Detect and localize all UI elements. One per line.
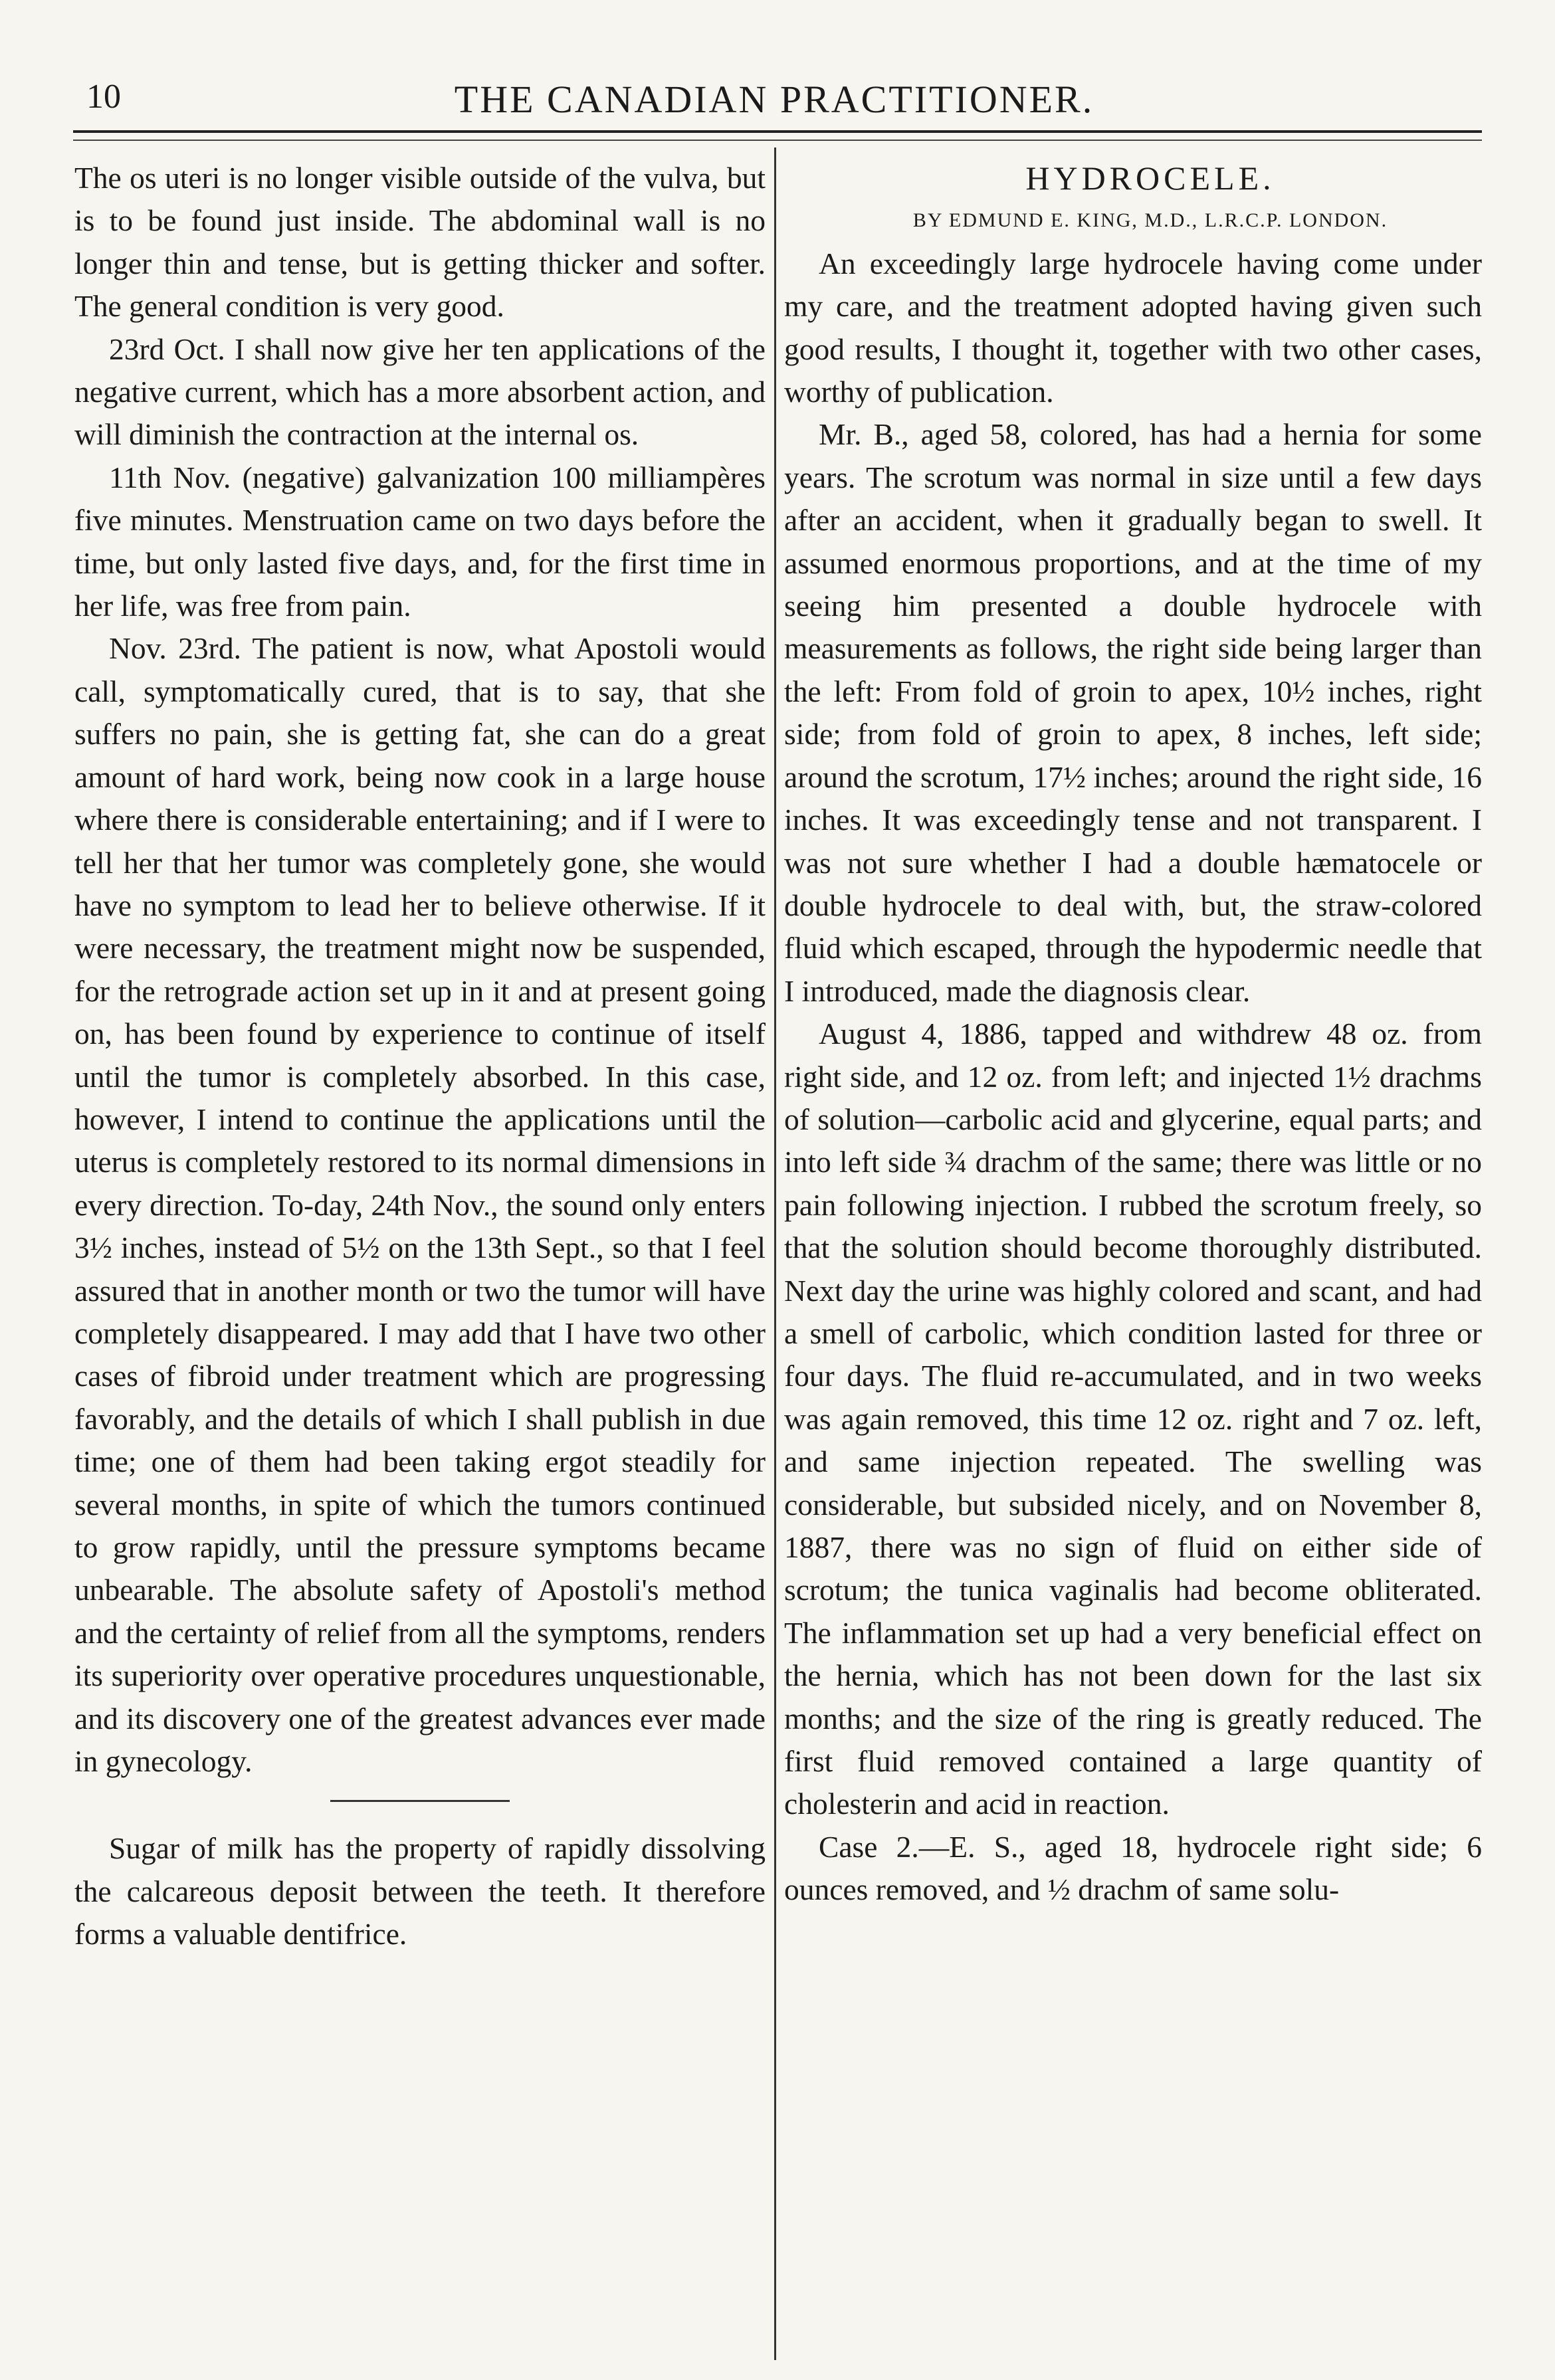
paragraph: An exceedingly large hydrocele having come under my care, and the treatment adopted having given such good results, I thought it, together with two other cases, worthy of publication. bbox=[784, 246, 1482, 409]
right-column bbox=[784, 157, 1482, 1912]
page-header bbox=[73, 69, 1475, 136]
header-rule bbox=[73, 130, 1482, 133]
paragraph: Nov. 23rd. The patient is now, what Apostoli would call, symptomatically cured, that is to say, that she suffers no pain, she is getting fat, she can do a great amount of hard work, being now cook in a large house where there is considerable entertaining; and if I were to tell her that her tumor was completely gone, she would have no symptom to lead her to believe otherwise. If it were necessary, the treatment might now be suspended, for the retrograde action set up in it and at present going on, has been found by experience to continue of itself until the tumor is completely absorbed. In this case, however, I intend to continue the applications until the uterus is completely restored to its normal dimensions in every direction. To-day, 24th Nov., the sound only enters 3½ inches, instead of 5½ on the 13th Sept., so that I feel assured that in another month or two the tumor will have completely disappeared. I may add that I have two other cases of fibroid under treatment which are progressing favorably, and the details of which I shall publish in due time; one of them had been taking ergot steadily for several months, in spite of which the tumors continued to grow rapidly, until the pressure symptoms became unbearable. The absolute safety of Apostoli's method and the certainty of relief from all the symptoms, renders its superiority over operative procedures unquestionable, and its discovery one of the greatest advances ever made in gynecology. bbox=[74, 631, 766, 1779]
header-rule-thin bbox=[73, 140, 1482, 141]
article-title: HYDROCELE. bbox=[1025, 159, 1275, 197]
article-byline: BY EDMUND E. KING, M.D., L.R.C.P. LONDON. bbox=[912, 209, 1388, 232]
paragraph: 23rd Oct. I shall now give her ten applications of the negative current, which has a more absorbent action, and will diminish the contraction at the internal os. bbox=[74, 332, 766, 452]
paragraph: The os uteri is no longer visible outside of the vulva, but is to be found just inside. The abdominal wall is no longer thin and tense, but is getting thicker and softer. The general condition is very good. bbox=[74, 161, 766, 324]
left-column bbox=[74, 157, 766, 1956]
paragraph: Mr. B., aged 58, colored, has had a hernia for some years. The scrotum was normal in size until a few days after an accident, when it gradually began to swell. It assumed enormous proportions, and at the time of my seeing him presented a double hydrocele with measurements as follows, the right side being larger than the left: From fold of groin to apex, 10½ inches, right side; from fold of groin to apex, 8 inches, left side; around the scrotum, 17½ inches; around the right side, 16 inches. It was exceedingly tense and not transparent. I was not sure whether I had a double hæmatocele or double hydrocele to deal with, but, the straw-colored fluid which escaped, through the hypodermic needle that I introduced, made the diagnosis clear. bbox=[784, 417, 1482, 1008]
page-number: 10 bbox=[86, 78, 121, 116]
paragraph: 11th Nov. (negative) galvanization 100 milliampères five minutes. Menstruation came on two days before the time, but only lasted five days, and, for the first time in her life, was free from pain. bbox=[74, 460, 766, 623]
column-divider bbox=[774, 148, 776, 2360]
paragraph: Case 2.—E. S., aged 18, hydrocele right side; 6 ounces removed, and ½ drachm of same solu- bbox=[784, 1829, 1482, 1907]
note-paragraph: Sugar of milk has the property of rapidly dissolving the calcareous deposit between the teeth. It therefore forms a valuable dentifrice. bbox=[74, 1831, 766, 1951]
paragraph: August 4, 1886, tapped and withdrew 48 oz. from right side, and 12 oz. from left; and injected 1½ drachms of solution—carbolic acid and glycerine, equal parts; and into left side ¾ drachm of the same; there was little or no pain following injection. I rubbed the scrotum freely, so that the solution should become thoroughly distributed. Next day the urine was highly colored and scant, and had a smell of carbolic, which condition lasted for three or four days. The fluid re-accumulated, and in two weeks was again removed, this time 12 oz. right and 7 oz. left, and same injection repeated. The swelling was considerable, but subsided nicely, and on November 8, 1887, there was no sign of fluid on either side of scrotum; the tunica vaginalis had become obliterated. The inflammation set up had a very beneficial effect on the hernia, which has not been down for the last six months; and the size of the ring is greatly reduced. The first fluid removed contained a large quantity of cholesterin and acid in reaction. bbox=[784, 1017, 1482, 1821]
section-separator bbox=[330, 1800, 510, 1802]
running-title: THE CANADIAN PRACTITIONER. bbox=[454, 78, 1094, 121]
